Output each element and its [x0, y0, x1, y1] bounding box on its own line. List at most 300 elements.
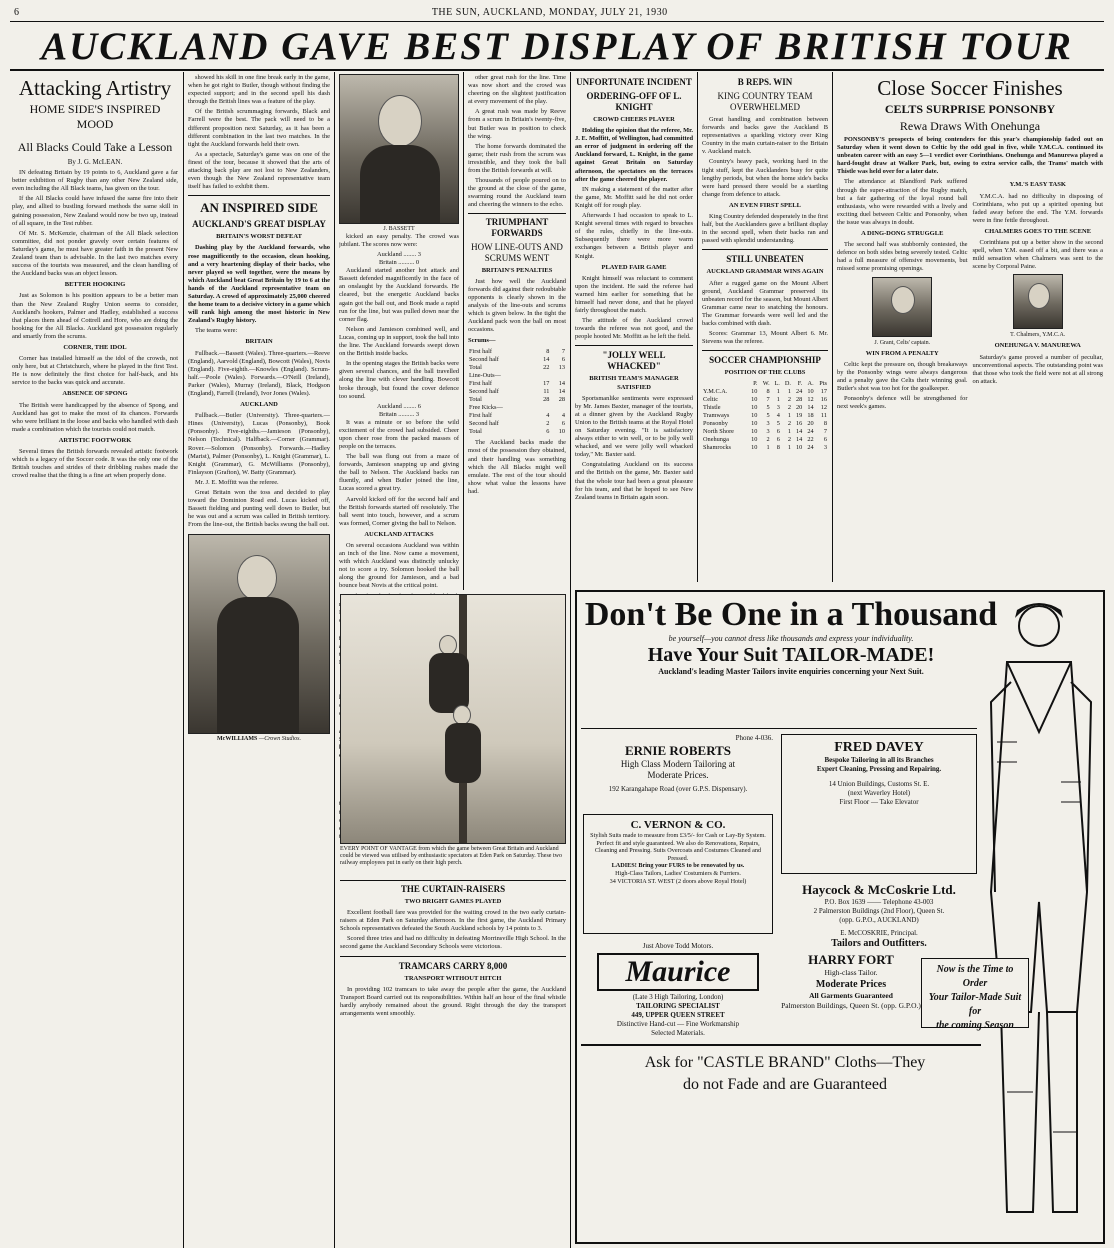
table-row: [468, 396, 566, 404]
col-rule-1: [183, 72, 184, 1248]
photo-figure: [439, 635, 457, 655]
photo-figure-body: [360, 145, 440, 224]
stats-table: [468, 348, 566, 436]
table-cell: 16: [796, 420, 803, 428]
table-cell: 4: [776, 412, 780, 420]
masthead: THE SUN, AUCKLAND, MONDAY, JULY 21, 1930: [431, 6, 668, 18]
photo-figure: [1028, 283, 1050, 309]
headline: THE CURTAIN-RAISERS: [400, 884, 506, 894]
table-cell: 20: [807, 420, 814, 428]
table-cell: 1: [787, 444, 791, 452]
table-cell: 10: [796, 444, 803, 452]
table-cell: First half: [469, 412, 492, 420]
table-cell: 14: [796, 428, 803, 436]
page-number: 6: [14, 6, 20, 18]
table-cell: 10: [807, 388, 814, 396]
paragraph: IN making a statement of the matter after the game, Mr. Moffitt said he did not order Knight off for rough play.: [575, 185, 693, 209]
table-cell: First half: [469, 348, 492, 356]
photo-figure: [453, 705, 471, 725]
table-row: [702, 396, 828, 404]
divider: [575, 345, 693, 346]
table-cell: Total: [469, 364, 482, 372]
deck: POSITION OF THE CLUBS: [724, 369, 806, 377]
table-cell: Shamrocks: [703, 444, 731, 452]
table-header-cell: F.: [797, 380, 803, 388]
ad-line: the coming Season: [936, 1020, 1014, 1031]
ad-address: 192 Karangahape Road (over G.P.S. Dispensary).: [608, 785, 748, 793]
ad-line: (Late 3 High Tailoring, London): [632, 993, 724, 1001]
table-cell: [535, 404, 551, 412]
photo-figure-body: [429, 653, 469, 713]
ad-subtitle: be yourself—you cannot dress like thousands and express your individuality.: [668, 634, 914, 643]
ad-rule: [581, 728, 977, 729]
table-cell: 28: [796, 396, 803, 404]
ad-line: All Garments Guaranteed: [809, 991, 893, 1000]
table-cell: 28: [558, 396, 565, 404]
table-cell: 11: [820, 412, 827, 420]
paragraph: The Auckland backs made the most of the possession they obtained, and their handling was something which the All Blacks might well emulate. The rest of the tour should show what value the lessons have had.: [468, 439, 566, 495]
table-row: [468, 380, 566, 388]
ad-line: Moderate Prices.: [647, 770, 709, 780]
column-soccer: [837, 74, 1103, 584]
table-cell: Second half: [469, 388, 499, 396]
table-cell: 24: [796, 388, 803, 396]
column-attacking-artistry: [12, 74, 178, 1244]
subhead: ARTISTIC FOOTWORK: [58, 436, 132, 444]
ad-address: 14 Union Buildings, Customs St. E.: [828, 780, 930, 788]
table-cell: Second half: [469, 356, 499, 364]
deck: BRITAIN'S WORST DEFEAT: [216, 233, 302, 241]
paragraph: Great handling and combination between forwards and backs gave the Auckland B representatives a sparkling victory over King Country in the main curtain-raiser to the Britain v. Auckland match.: [702, 116, 828, 156]
ad-name: Haycock & McCoskrie Ltd.: [802, 882, 956, 897]
ad-line: Your Tailor-Made Suit for: [928, 992, 1022, 1017]
table-cell: 8: [776, 444, 780, 452]
paragraph: Just as Solomon is his position appears to be a better man than the New Zealand Rugby Union seems to consider, Auckland's hookers, Palmer and Hadley, established a success that places them ahead of Cottrell and Hore, who are doing the hooking for the All Blacks. Auckland got possession regularly and smartly from the scrums.: [12, 292, 178, 340]
ad-line: Distinctive Hand-cut — Fine Workmanship: [616, 1020, 740, 1028]
table-cell: 2: [766, 436, 770, 444]
ad-line: 2 Palmerston Buildings (2nd Floor), Queen St.: [813, 907, 945, 915]
table-cell: 7: [823, 428, 827, 436]
paragraph: The attendance at Blandford Park suffered through the super-attraction of the Rugby match, but a fair gathering of the loyal round ball enthusiasts, who were rewarded with a lively and exciting duel between Celtic and Ponsonby, when the issue was always in doubt.: [837, 178, 968, 226]
photo-figure: [237, 555, 277, 601]
paragraph: other great rush for the line. Time was now short and the crowd was cheering on the slightest justification at every movement of the play.: [468, 74, 566, 106]
paragraph: After a rugged game on the Mount Albert ground, Auckland Grammar preserved its unbeaten record for the season, but Mount Albert Grammar came near to snatching the honours. The Grammar forwards were well led and the backs combined with dash.: [702, 279, 828, 327]
deck: BRITAIN'S PENALTIES: [481, 266, 553, 274]
paragraph: If the All Blacks could have infused the same fire into their play, and allied to bustling forward methods the same skill in gaining possession, New Zealand would now be two up, instead of all square, in the Test rubber.: [12, 195, 178, 227]
paragraph: kicked an easy penalty. The crowd was jubilant. The scores now were:: [339, 233, 459, 249]
table-cell: 4: [561, 412, 565, 420]
folio: [14, 4, 1100, 20]
table-cell: 14: [558, 380, 565, 388]
table-cell: 2: [787, 396, 791, 404]
ad-fred-davey: [781, 734, 977, 874]
paragraph: Holding the opinion that the referee, Mr. J. E. Moffitt, of Wellington, had committed an error of judgment in ordering off the Auckland forward, L. Knight, in the game against Great Britain on Saturday afternoon, the spectators on the terraces after the game cheered the player.: [575, 127, 693, 183]
deck: BRITISH TEAM'S MANAGER SATISFIED: [589, 375, 679, 391]
table-cell: 10: [751, 396, 758, 404]
table-cell: 10: [751, 420, 758, 428]
paragraph: showed his skill in one fine break early in the game, when he got right to Butler, though without finding the expected support; and in the second spell his dash through the British lines was a feature of the play.: [188, 74, 330, 106]
score-line: Auckland ........ 3: [376, 251, 422, 259]
subhead: AUCKLAND ATTACKS: [364, 530, 434, 538]
paragraph: IN defeating Britain by 19 points to 6, Auckland gave a far better exhibition of Rugby than any other New Zealand side, even including the All Black teams, has given on the tour.: [12, 169, 178, 193]
table-cell: 10: [558, 428, 565, 436]
ad-name: HARRY FORT: [808, 952, 894, 967]
table-row: [468, 364, 566, 372]
score-line: Britain .......... 3: [378, 410, 420, 418]
col-rule-6: [832, 72, 833, 582]
paragraph: Y.M.C.A. had no difficulty in disposing of Corinthians, who put up a spirited opening but faded away before the end. The Y.M. forwards were in fine fettle throughout.: [972, 192, 1103, 224]
paragraph: Mr. J. E. Moffitt was the referee.: [195, 478, 279, 486]
divider: [340, 880, 566, 881]
deck: CROWD CHEERS PLAYER: [593, 116, 675, 123]
table-cell: 2: [787, 404, 791, 412]
ad-line: Selected Materials.: [651, 1029, 705, 1037]
paragraph: The attitude of the Auckland crowd towards the referee was not good, and the people hooted Mr. Moffitt as he left the field.: [575, 317, 693, 341]
ad-subtitle-2: Have Your Suit TAILOR-MADE!: [647, 644, 935, 666]
paragraph: Knight himself was reluctant to comment upon the incident. He said the referee had warned him earlier for something that he himself had never done, and that he played fairly throughout the match.: [575, 274, 693, 315]
paragraph: Scored three tries and had no difficulty in defeating Morrinsville High School. In the second game the Auckland Secondary Schools were victorious.: [340, 935, 566, 951]
divider: [468, 213, 566, 214]
headline: Attacking Artistry: [18, 76, 172, 100]
table-cell: 14: [807, 404, 814, 412]
paragraph: The home forwards dominated the game; their rush from the scrum was irresistible, and they took the ball from the British forwards at will.: [468, 142, 566, 175]
ad-line: Bespoke Tailoring in all its Branches: [824, 756, 934, 764]
table-cell: 11: [543, 388, 550, 396]
paragraph: Dashing play by the Auckland forwards, who rose magnificently to the occasion, clean hooking, and a very heartening display of their backs, who never played so well together, were the means by which Auckland beat Great Britain by 19 to 6 at the hands of the Auckland representative team on Saturday. A crowd of approximately 25,000 cheered the home team to a decisive victory in a game which will rank high among the most historic in New Zealand's Rugby history.: [188, 244, 330, 325]
divider: [340, 956, 566, 957]
table-row: [702, 412, 828, 420]
ad-line: LADIES! Bring your FURS to be renovated by us.: [611, 862, 745, 870]
score-line: Britain .......... 0: [378, 259, 420, 267]
table-cell: 18: [807, 412, 814, 420]
photo-figure-body: [445, 723, 481, 783]
paragraph: Corner has installed himself as the idol of the crowds, not only here, but at Christchurch, where he played in the first Test. He is now definitely the first choice for half-back, and his service to the backs was quick and accurate.: [12, 355, 178, 387]
table-cell: 6: [776, 428, 780, 436]
paragraph: Fullback.—Butler (University). Three-quarters.—Hines (University), Lucas (Ponsonby), Book (Ponsonby). Five-eighths.—Jamieson (Ponsonby), Nelson (Technical). Halfback.—Corner (Grammar). Rover.—Solomon (Ponsonby). Forwards.—Hadley (Marist), Palmer (Ponsonby), L. Knight (Grammar), L. Knight (Grammar), G. McWilliams (Ponsonby), Finlayson (Grafton), W. Batty (Grammar).: [188, 412, 330, 476]
table-row: [468, 428, 566, 436]
paragraph: The second half was stubbornly contested, the defence on both sides being severely tested. Celtic had a full measure of offensive movements, but missed some promising openings.: [837, 241, 968, 273]
deck: HOW LINE-OUTS AND SCRUMS WENT: [471, 241, 563, 263]
table-cell: 8: [546, 348, 550, 356]
divider: [188, 195, 330, 196]
paragraph: In the opening stages the British backs were given several chances, and the ball travelled along the line with clever handling. Bowcott broke through, but found the cover defence too sound.: [339, 360, 459, 400]
photo-grant: [872, 277, 932, 337]
col-rule-3: [463, 72, 464, 590]
deck: AUCKLAND GRAMMAR WINS AGAIN: [706, 268, 824, 276]
paragraph: Corinthians put up a better show in the second spell, when Y.M. eased off a bit, and there was a mild sensation when Chalmers was sent to the scene by Corporal Paine.: [972, 239, 1103, 271]
table-header-cell: W.: [762, 380, 770, 388]
table-header-cell: L.: [774, 380, 780, 388]
table-cell: 14: [558, 388, 565, 396]
paragraph: The British were handicapped by the absence of Spong, and Auckland has got to make the most of its chances. Forwards who were brilliant in the loose and backs who handled with dash made a combination which the tourists could not match.: [12, 401, 178, 433]
table-row: [702, 428, 828, 436]
table-cell: Y.M.C.A.: [703, 388, 728, 396]
photo-chalmers: [1013, 274, 1063, 329]
table-row: [702, 420, 828, 428]
table-cell: 1: [776, 396, 780, 404]
subhead: BETTER HOOKING: [64, 281, 126, 289]
table-cell: 22: [807, 436, 814, 444]
paragraph: Nelson and Jamieson combined well, and Lucas, coming up in support, took the ball into the line. The Auckland forwards swept down on the British inside backs.: [339, 325, 459, 358]
photo-figure: [891, 286, 915, 314]
table-cell: 2: [546, 420, 550, 428]
paragraph: Thousands of people poured on to the ground at the close of the game, swarming round the Auckland team and cheering the winners to the echo.: [468, 177, 566, 209]
ad-title: Don't Be One in a Thousand: [584, 596, 998, 633]
table-cell: 19: [796, 412, 803, 420]
table-cell: Total: [469, 396, 482, 404]
deck: TRANSPORT WITHOUT HITCH: [404, 974, 502, 982]
deck: All Blacks Could Take a Lesson: [17, 140, 173, 154]
paragraph: Excellent football fare was provided for the waiting crowd in the two early curtain-raisers at Eden Park on Saturday afternoon. In the first game, the Auckland Primary Schools representatives defeated the South Auckland schools by 14 points to 3.: [340, 909, 566, 933]
ad-address: 34 VICTORIA ST. WEST (2 doors above Royal Hotel): [609, 877, 747, 885]
table-row: [702, 444, 828, 452]
byline: By J. G. McLEAN.: [67, 158, 123, 166]
ad-line: Now is the Time to Order: [936, 964, 1014, 989]
table-header-cell: P.: [753, 380, 758, 388]
ad-ernie-roberts: [583, 734, 773, 794]
column-triumphant-forwards: [468, 74, 566, 594]
subhead: CHALMERS GOES TO THE SCENE: [984, 227, 1092, 235]
table-cell: [550, 372, 566, 380]
photo-caption: J. Grant, Celts' captain.: [874, 339, 931, 346]
table-cell: 3: [776, 404, 780, 412]
divider: [702, 350, 828, 351]
table-cell: 3: [766, 428, 770, 436]
ad-name: C. VERNON & CO.: [630, 819, 726, 831]
soccer-col-a: [837, 178, 968, 413]
ad-rule: [581, 1044, 981, 1046]
photo-spectators: [340, 594, 566, 844]
headline: UNFORTUNATE INCIDENT: [576, 77, 692, 87]
table-cell: 5: [766, 404, 770, 412]
table-header-cell: Pts: [819, 380, 827, 388]
paragraph: Great Britain won the toss and decided to play toward the Dominion Road end. Lucas kicked off, Bassett fielding and punting well down to Butler, but he was out and a scrum was called in British territory. From the line-out, the British backs swung the ball out.: [188, 489, 330, 529]
table-cell: 12: [807, 396, 814, 404]
ad-line: Tailors and Outfitters.: [831, 938, 927, 949]
table-cell: Line-Outs—: [469, 372, 501, 380]
table-cell: 1: [766, 444, 770, 452]
paragraph: Auckland started another hot attack and Bassett defended magnificently in the face of an onslaught by the Auckland forwards. He cleared, but the energetic Auckland backs again got the ball out, and Book made a rapid run for the line, but was pulled down near the corner flag.: [339, 267, 459, 323]
table-cell: 10: [751, 412, 758, 420]
team-heading: BRITAIN: [245, 338, 273, 346]
subhead: PLAYED FAIR GAME: [601, 263, 667, 271]
table-cell: 16: [820, 396, 827, 404]
table-row: [702, 436, 828, 444]
score-line: Auckland ........ 6: [376, 402, 422, 410]
paragraph: In providing 102 tramcars to take away the people after the game, the Auckland Transport Board carried out its responsibilities. Within half an hour of the final whistle hardly anybody remained about the ground. Right through the day the transport arrangements went smoothly.: [340, 985, 566, 1017]
ad-line: Expert Cleaning, Pressing and Repairing.: [816, 765, 942, 773]
paragraph: Several times the British forwards revealed artistic footwork which is a legacy of the Soccer code. It was the only one of the British touches and strides of their dribbling rushes made the crowd realise that the thing is a fine art when properly done.: [12, 448, 178, 480]
paragraph: Fullback.—Bassett (Wales). Three-quarters.—Reeve (England), Aarvold (England), Bowcott (Wales), Novis (England). Five-eighth.—Knowles (England). Scrum-half.—Poole (Wales). Forwards.—O'Neill (Ireland), Parker (Wales), Murray (Ireland), Black, Hodgson (England), Farrell (Ireland), Ivor Jones (Wales).: [188, 349, 330, 397]
photo-mcwilliams: [188, 534, 330, 734]
table-cell: 17: [820, 388, 827, 396]
ad-phone: Phone 4-036.: [735, 734, 773, 742]
table-cell: 5: [776, 420, 780, 428]
col-rule-5: [697, 72, 698, 582]
table-cell: 8: [823, 420, 827, 428]
table-cell: 1: [787, 412, 791, 420]
subhead: WIN FROM A PENALTY: [865, 349, 939, 357]
table-cell: 12: [820, 404, 827, 412]
table-header-cell: A.: [807, 380, 814, 388]
paragraph: Afterwards I had occasion to speak to L. Knight several times with regard to breaches of the rules, chiefly in the line-outs. Subsequently there were more warm exchanges between a British player and Knight.: [575, 212, 693, 260]
col-rule-4: [570, 72, 571, 1248]
table-cell: 7: [766, 396, 770, 404]
table-cell: 7: [561, 348, 565, 356]
table-cell: Onehunga: [703, 436, 729, 444]
paragraph: King Country defended desperately in the first half, but the Aucklanders gave a brilliant display in the second spell, when their backs ran and passed with splendid understanding.: [702, 213, 828, 245]
ad-line: High-Class Tailors, Ladies' Costumiers & Furriers.: [615, 869, 741, 877]
headline: SOCCER CHAMPIONSHIP: [709, 355, 821, 366]
soccer-table: [702, 380, 828, 452]
ad-line: Just Above Todd Motors.: [642, 942, 714, 950]
headline: AN INSPIRED SIDE: [200, 200, 318, 216]
table-cell: Ponsonby: [703, 420, 728, 428]
ad-address: 449, UPPER QUEEN STREET: [631, 1011, 725, 1019]
subhead: ABSENCE OF SPONG: [62, 390, 128, 398]
headline: TRIUMPHANT FORWARDS: [485, 216, 549, 238]
ad-line: TAILORING SPECIALIST: [636, 1002, 720, 1010]
ad-name: FRED DAVEY: [834, 740, 924, 755]
table-header-cell: [702, 380, 747, 388]
ad-line: High Class Modern Tailoring at: [620, 759, 736, 769]
folio-rule: [10, 21, 1104, 22]
table-cell: 8: [766, 388, 770, 396]
soccer-columns: [837, 178, 1103, 413]
table-cell: [550, 404, 566, 412]
paragraph: Celtic kept the pressure on, though breakaways by the Ponsonby wings were always dangerous and a penalty gave the Celts their winning goal. Butler's shot was too hot for the goalkeeper.: [837, 360, 968, 392]
deck: HOME SIDE'S INSPIRED MOOD: [29, 102, 161, 131]
headline: "JOLLY WELL WHACKED": [602, 350, 666, 372]
ad-headline-area: [581, 596, 1001, 676]
table-row: [468, 348, 566, 356]
divider: [702, 249, 828, 250]
ad-line: E. McCOSKRIE, Principal.: [840, 929, 918, 937]
ad-line: Stylish Suits made to measure from £3/5/- for Cash or Lay-By System. Perfect fit and style guaranteed. We also do Renovations, Repairs, Cleaning and Pressing. Suits Overcoats and Costumes Cleaned and Pressed.: [590, 832, 766, 862]
table-cell: 6: [561, 356, 565, 364]
banner-rule: [10, 69, 1104, 71]
table-row: [702, 404, 828, 412]
photo-caption: EVERY POINT OF VANTAGE from which the game between Great Britain and Auckland could be viewed was utilised by enthusiastic spectators at Eden Park on Saturday. These two railway employees put in early on their high perch.: [340, 846, 562, 866]
table-cell: First half: [469, 380, 492, 388]
table-row: [468, 372, 566, 380]
paragraph: Just how well the Auckland forwards did against their redoubtable opponents is clearly shown in the analysis of the line-outs and scrums which is given below. In the tight the Auckland pack won the ball on most occasions.: [468, 277, 566, 334]
deck: Rewa Draws With Onehunga: [899, 119, 1041, 133]
table-cell: 14: [796, 436, 803, 444]
ad-address: (next Waverley Hotel): [847, 789, 911, 797]
table-cell: 6: [823, 436, 827, 444]
paragraph: Sportsmanlike sentiments were expressed by Mr. James Baxter, manager of the tourists, at a dinner given by the Auckland Rugby Union to the British teams at the Royal Hotel on Saturday evening. "It is satisfactory always either to win well, or to be jolly well whacked, and we were jolly well whacked today," Mr. Baxter said.: [575, 394, 693, 459]
table-cell: 4: [546, 412, 550, 420]
table-cell: Total: [469, 428, 482, 436]
ad-line: High-class Tailor.: [824, 968, 878, 977]
ad-castle-brand: [585, 1052, 985, 1096]
suited-man-illustration: [977, 592, 1103, 1242]
photo-caption: McWILLIAMS —Crown Studios.: [217, 735, 301, 742]
table-cell: 5: [766, 412, 770, 420]
column-inspired-side: [188, 74, 330, 1244]
paragraph: As a spectacle, Saturday's game was on one of the finest of the tour, because it showed that the arts of attacking back play are not lost to New Zealanders, even though the New Zealand representative team itself has failed to exhibit them.: [188, 150, 330, 191]
ad-address: Palmerston Buildings, Queen St. (opp. G.P.O.): [781, 1001, 921, 1010]
deck: AUCKLAND'S GREAT DISPLAY: [192, 219, 326, 230]
table-header-row: [702, 380, 828, 388]
ad-line: Moderate Prices: [815, 979, 887, 990]
headline: B REPS. WIN: [737, 77, 793, 87]
table-cell: Celtic: [703, 396, 719, 404]
table-cell: 10: [751, 444, 758, 452]
ad-line: (opp. G.P.O., AUCKLAND): [839, 916, 919, 924]
table-cell: 2: [787, 436, 791, 444]
table-cell: 10: [751, 388, 758, 396]
ad-name: ERNIE ROBERTS: [624, 743, 732, 758]
column-unfortunate-incident: [575, 74, 693, 584]
paragraph: On several occasions Auckland was within an inch of the line. Now came a movement, with which Auckland was distinctly unlucky not to score a try. Solomon hooked the ball along the ground for Jamieson, and a bad bounce beat Novis at the critical point.: [339, 542, 459, 590]
paragraph: Saturday's game proved a number of peculiar, unconventional aspects. The outstanding point was that those who took the field were not at all strong on attack.: [972, 353, 1103, 385]
ad-line: do not Fade and are Guaranteed: [683, 1076, 887, 1093]
table-row: [468, 404, 566, 412]
deck: CELTS SURPRISE PONSONBY: [884, 102, 1056, 116]
ad-harry-fort: [781, 952, 921, 1011]
subhead: ONEHUNGA V. MANUREWA: [994, 342, 1081, 350]
table-cell: North Shore: [703, 428, 734, 436]
table-cell: 1: [787, 428, 791, 436]
table-row: [468, 388, 566, 396]
paragraph: Scores: Grammar 13, Mount Albert 6. Mr. Stevens was the referee.: [702, 330, 828, 346]
deck: TWO BRIGHT GAMES PLAYED: [404, 898, 502, 905]
deck: KING COUNTRY TEAM OVERWHELMED: [717, 91, 813, 112]
paragraph: Of Mr. S. McKenzie, chairman of the All Black selection committee, did not ponder gravely over certain features of Saturday's game, he must have greater faith in the present New Zealand team than is advisable. In the last two matches every success of the tourists was measured, and the clean handling of the Auckland backs was an object lesson.: [12, 229, 178, 278]
stats-heading: Scrums—: [468, 337, 496, 345]
table-cell: 6: [776, 436, 780, 444]
headline: Close Soccer Finishes: [877, 76, 1063, 100]
subhead: A DING-DONG STRUGGLE: [861, 230, 944, 238]
paragraph: Congratulating Auckland on its success and the British on the game, Mr. Baxter said that the whole tour had been a great pleasure for his team, and that he hoped to see New Zealand teams in Britain again soon.: [575, 461, 693, 501]
table-cell: 14: [543, 356, 550, 364]
photo-bassett: [339, 74, 459, 224]
table-cell: 28: [543, 396, 550, 404]
table-cell: Free Kicks—: [469, 404, 503, 412]
table-cell: 24: [807, 428, 814, 436]
headline: STILL UNBEATEN: [726, 254, 804, 265]
photo-figure-body: [217, 597, 299, 734]
paragraph: PONSONBY'S prospects of being contenders for this year's championship faded out on Saturday when it went down to Celtic by the odd goal in five, while Y.M.C.A. continued its unbeaten career with an easy 5—1 verdict over Corinthians. Onehunga and Manurewa played a hard-fought draw at Walker Park, but, owing to extra service calls, the Trams' match with Thistle was held over for a later date.: [837, 136, 1103, 176]
table-cell: Tramways: [703, 412, 730, 420]
tailors-advertisement: [575, 590, 1105, 1244]
paragraph: Country's heavy pack, working hard in the tight stuff, kept the Aucklanders busy for quite lengthy periods, but when the home side's backs were hard pressed there would be a startling change from defence to attack.: [702, 158, 828, 198]
table-cell: 1: [776, 388, 780, 396]
table-cell: [535, 372, 551, 380]
table-row: [468, 356, 566, 364]
illustration-head: [1019, 606, 1059, 646]
table-row: [468, 420, 566, 428]
photo-caption: J. BASSETT: [383, 226, 415, 232]
ad-line: P.O. Box 1639 —— Telephone 43-003: [824, 898, 934, 906]
table-header-cell: D.: [784, 380, 791, 388]
table-cell: 2: [787, 420, 791, 428]
table-cell: 10: [751, 428, 758, 436]
team-heading: AUCKLAND: [240, 401, 278, 409]
table-cell: Second half: [469, 420, 499, 428]
ad-haycock: [781, 882, 977, 950]
paragraph: The teams were:: [195, 327, 238, 335]
photo-caption: T. Chalmers, Y.M.C.A.: [1010, 332, 1066, 339]
ad-now-is-the-time: [921, 958, 1029, 1031]
table-cell: 10: [751, 404, 758, 412]
photo-figure: [378, 95, 422, 147]
table-row: [468, 412, 566, 420]
table-row: [702, 388, 828, 396]
table-cell: 3: [766, 420, 770, 428]
